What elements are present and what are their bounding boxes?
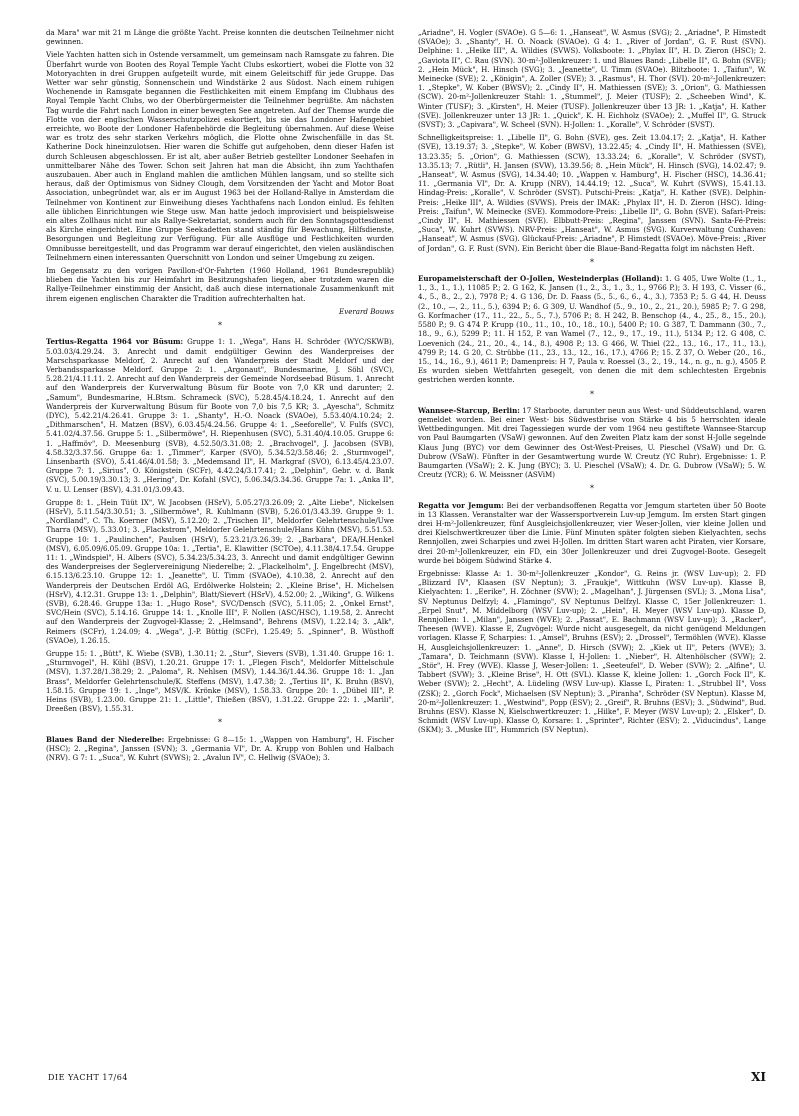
jemgum-regatta-body: Bei der verbandsoffenen Regatta vor Jemgum starteten über 50 Boote in 13 Klassen. Veranstalter war der Wassersportverein Luv-up Jemgum. Im ersten Start gingen drei H-m²-Jollenkreuzer, fünf Ausgleichsjollenkreuzer, vier Weser-Jollen, vier kleine Jollen und drei Kielschwertkreuzer über die Linie. Fünf Minuten später folgten sieben Kielyachten, sechs Rennjollen, zwei Scharpies und zwei H-Jollen. Im dritten Start waren acht Piraten, vier Korsare, drei 20-m²-Jollenkreuzer, ein FD, ein 30er Jollenkreuzer und drei Zugvogel-Boote. Gesegelt wurde bei böigem Südwind Stärke 4. [418,500,766,565]
left-column [46,28,394,1046]
magazine-page [46,28,766,1088]
magazine-issue-footer: DIE YACHT 17/64 [48,1073,128,1082]
blaues-band-heading: Blaues Band der Niederelbe: [46,734,165,744]
author-signature: Everard Bouws [339,306,394,316]
tertius-regatta-body: Gruppe 1: 1. „Wega", Hans H. Schröder (WYC/SKWB), 5.03.03/4.29.24. 3. Anrecht und damit endgültiger Gewinn des Wanderpreises der Marschsparkasse Meldorf, 2. Anrecht auf den Wanderpreis der Stadt Meldorf und der Verbandssparkasse Meldorf. Gruppe 2: 1. „Argonaut", Bundesmarine, J. Söhl (SVC), 5.28.21/4.11.11. 2. Anrecht auf den Wanderpreis der Gemeinde Nordseebad Büsum. 1. Anrecht auf den Wanderpreis der Kurverwaltung Büsum für Boote von 7,0 KR und darunter; 2. „Samum", Bundesmarine, H.Btsm. Schrameck (SVC), 5.28.45/4.18.24, 1. Anrecht auf den Wanderpreis der Kurverwaltung Büsum für Boote von 7,0 bis 7,5 KR; 3. „Ayescha", Schmitz (DYC), 5.42.21/4.26.41. Gruppe 3: 1. „Shanty", H.-O. Noack (SVAOe), 5.53.40/4.10.24; 2. „Dithmarschen", H. Matzen (BSV), 6.03.45/4.24.56. Gruppe 4: 1. „Seeforelle", V. Fulfs (SVC), 5.41.02/4.37.56. Gruppe 5: 1. „Silbermöwe", H. Riepenhusen (SVC), 5.31.40/4.10.05. Gruppe 6: 1. „Haffmöv", D. Meesenburg (SVB), 4.52.50/3.31.08; 2. „Brachvogel", J. Jacobsen (SVB), 4.58.32/3.37.56. Gruppe 6a: 1. „Timmer", Karper (SVO), 5.34.52/3.58.46; 2. „Sturmvogel", Linsenbarth (SVO), 5.41.46/4.01.58; 3. „Medemsand II", H. Markgraf (SVO), 6.13.45/4.23.07. Gruppe 7: 1. „Sirius", O. Königstein (SCFr), 4.42.24/3.17.41; 2. „Delphin", Gebr. v. d. Bank (SVC), 5.00.19/3.30.13; 3. „Hering", Dr. Kofahl (SVC), 5.06.34/3.34.36. Gruppe 7a: 1. „Anka II", V. u. U. Lenser (BSV), 4.31.01/3.09.43. [46,337,394,494]
european-championship-body: 1. G 405, Uwe Wolte (1., 1., 1., 3., 1., 1.), 11085 P.; 2. G 162, K. Jansen (1., 2., 3., 1., 3., 1., 9766 P.); 3. H 193, C. Visser (6., 4., 5., 8., 2., 2.), 7978 P.; 4. G 136, Dr. D. Faass (5., 5., 6., 6., 4., 3.), 7353 P.; 5. G 44, H. Deuss (2., 10., —, 2., 11., 5.), 6394 P.; 6. G 309, U. Wandhof (5., 9., 10., 2., 21., 20.), 5985 P.; 7. G 298, G. Korfmacher (17., 11., 22., 5., 5., 7.), 5706 P.; 8. H 242, B. Benschop (4., 4., 25., 8., 15., 20.), 5580 P.; 9. G 474 P. Krupp (10., 11., 10., 10., 18., 10.), 5400 P.; 10. G 387, T. Dammann (30., 7., 18., 9., 6.), 5299 P.; 11. H 152, P. van Wamel (7., 12., 9., 17., 19., 11.), 5134 P.; 12. G 408, C. Loevenich (24., 21., 20., 4., 14., 8.), 4908 P.; 13. G 466, W. Thiel (22., 13., 16., 17., 11., 13.), 4799 P.; 14. G 20, C. Strübbe (11., 23., 13., 12., 16., 17.), 4766 P.; 15. Z 37, O. Weber (20., 16., 15., 14., 16., 9.), 4611 P.; Damenpreis: H 7, Paula v. Roessel (3., 2., 19., 14., n. g., n. g.), 4505 P. Es wurden sieben Wettfahrten gesegelt, von denen die mit dem schlechtesten Ergebnis gestrichen werden konnte. [418,274,766,385]
speed-prizes: Schnelligkeitspreise: 1. „Libelle II", G. Bohn (SVE), ges. Zeit 13.04.17; 2. „Katja", H. Kather (SVE), 13.19.37; 3. „Stepke", W. Kober (BWSV), 13.22.45; 4. „Cindy II", H. Mathiessen (SVE), 13.23.35; 5. „Orion", G. Mathiessen (SCW), 13.33.24; 6. „Koralle", V. Schröder (SVST), 13.35.13; 7. „Rütli", H. Jansen (SVW), 13.39.56; 8. „Hein Mück", H. Hinsch (SVG), 14.02.47; 9. „Hanseat", W. Asmus (SVG), 14.34.40; 10. „Wappen v. Hamburg", H. Fischer (HSC), 14.36.41; 11. „Germania VI", Dr. A. Krupp (NRV), 14.44.19; 12. „Suca", W. Kuhrt (SVWS), 15.41.13. Hindag-Preis: „Koralle", V. Schröder (SVST). Putschi-Preis: „Katja", H. Kather (SVE). Delphin-Preis: „Heike III", A. Wildies (SVWS). Preis der IMAK: „Phylax II", H. D. Zieron (HSC). Iding-Preis: „Taifun", W. Meinecke (SVE). Kommodore-Preis: „Libelle II", G. Bohn (SVE). Safari-Preis: „Cindy II", H. Mathiessen (SVE). Elbbutt-Preis: „Regina", Janssen (SVN). Santa-Fé-Preis: „Suca", W. Kuhrt (SVWS). NRV-Preis: „Hanseat", W. Asmus (SVG). Kurverwaltung Cuxhaven: „Hanseat", W. Asmus (SVG). Glückauf-Preis: „Ariadne", P. Himstedt (SVAOe). Möve-Preis: „River of Jordan", G. F. Rust (SVN). Ein Bericht über die Blaue-Band-Regatta folgt im nächsten Heft. [418,133,766,253]
blaues-band-continuation: „Ariadne", H. Vogler (SVAOe). G 5—6: 1. „Hanseat", W. Asmus (SVG); 2. „Ariadne", P. Himstedt (SVAOe); 3. „Shanty", H. O. Noack (SVAOe). G 4: 1. „River of Jordan", G. F. Rust (SVN). Delphine: 1. „Heike III", A. Wildies (SVWS). Volksboote: 1. „Phylax II", H. D. Zieron (HSC); 2. „Gaviota II", C. Rau (SVN). 30-m²-Jollenkreuzer: 1. und Blaues Band: „Libelle II", G. Bohn (SVE); 2. „Hein Mück", H. Hinsch (SVG); 3. „Jeanette", U. Timm (SVAOe). Blitzboote: 1. „Taifun", W. Meinecke (SVE); 2. „Königin", A. Zoller (SVE); 3. „Rasmus", H. Thor (SVI). 20-m²-Jollenkreuzer: 1. „Stepke", W. Kober (BWSV); 2. „Cindy II", H. Mathiessen (SVE); 3. „Orion", G. Mathiessen (SCW). 20-m²-Jollenkreuzer Stahl: 1. „Stummel", J. Meier (TUSF); 2. „Scheeben Wind", K. Winter (TUSF); 3. „Kirsten", H. Meier (TUSF). Jollenkreuzer über 13 JR: 1. „Katja", H. Kather (SVE). Jollenkreuzer unter 13 JR: 1. „Quick", K. H. Eichholz (SVAOe); 2. „Muffel II", G. Struck (SVST); 3. „Capivara", W. Scheel (SVN). H-Jollen: 1. „Koralle", V. Schröder (SVST). [418,28,766,130]
section-divider: * [590,484,594,494]
section-divider: * [590,389,594,399]
section-divider: * [590,257,594,267]
article-continuation: da Mara" war mit 21 m Länge die größte Yacht. Preise konnten die deutschen Teilnehmer nicht gewinnen. [46,28,394,47]
rallye-report-closing: Im Gegensatz zu den vorigen Pavillon-d'Or-Fahrten (1960 Holland, 1961 Bundesrepublik) blieben die Yachten bis zur Heimfahrt im Besitzungshafen liegen, aber trotzdem waren die Rallye-Teilnehmer einstimmig der Ansicht, daß auch diese internationale Zusammenkunft mit ihrem eigenen englischen Charakter die Tradition aufrechterhalten hat. [46,266,394,303]
jemgum-regatta-results: Ergebnisse: Klasse A: 1. 30-m²-Jollenkreuzer „Kondor", G. Reins jr. (WSV Luv-up); 2. FD „Blizzard IV", Klaasen (SV Neptun); 3. „Fraukje", Wittkuhn (WSV Luv-up). Klasse B, Kielyachten: 1. „Eerike", H. Zöchner (SVW); 2. „Magelhan", J. Jürgensen (SVL); 3. „Mona Lisa", SV Neptunus Delfzyl; 4. „Flamingo", SV Neptunus Delfzyl. Klasse C, 15er Jollenkreuzer: 1. „Erpel Snut", M. Middelborg (WSV Luv-up); 2. „Hein", H. Meyer (WSV Luv-up). Klasse D, Rennjollen: 1. „Milan", Janssen (WVE); 2. „Passat", E. Bachmann (WSV Luv-up); 3. „Racker", Theesen (WVE). Klasse E, Zugvögel: Wurde nicht ausgesegelt, da nicht genügend Meldungen vorlagen. Klasse F, Scharpies: 1. „Amsel", Bruhns (ESV); 2. „Drossel", Termöhlen (WVE). Klasse H, Ausgleichsjollenkreuzer: 1. „Anne", D. Hirsch (SVW); 2. „Kiek ut II", Peters (WVE); 3. „Tamara", D. Teichmann (SVW). Klasse I, H-Jollen: 1. „Nieber", H. Altenhölscher (SVW); 2. „Stör", H. Frey (WVE). Klasse J, Weser-Jollen: 1. „Seeteufel", D. Weber (SVW); 2. „Alfine", U. Tabbert (SVW); 3. „Kleine Brise", H. Ott (SVL). Klasse K, kleine Jollen: 1. „Gorch Fock II", K. Weber (SVW); 2. „Hecht", A. Lüdeling (WSV Luv-up). Klasse L, Piraten: 1. „Strubbel II", Voss (ZSK); 2. „Gorch Fock", Michaelsen (SV Neptun); 3. „Piranha", Schröder (SV Neptun). Klasse M, 20-m²-Jollenkreuzer: 1. „Westwind", Popp (ESV); 2. „Greif", R. Bruhns (ESV); 3. „Südwind", Bud. Bruhns (ESV). Klasse N, Kielschwertkreuzer: 1. „Hilke", F. Meyer (WSV Luv-up); 2. „Elsker", D. Schmidt (WSV Luv-up). Klasse O, Korsare: 1. „Sprinter", Richter (ESV); 2. „Viducindus", Lange (SKM); 3. „Muske III", Hummrich (SV Neptun). [418,568,766,735]
tertius-gruppe-15-results: Gruppe 15: 1. „Bütt", K. Wiebe (SVB), 1.30.11; 2. „Stur", Sievers (SVB), 1.31.40. Gruppe 16: 1. „Sturmvogel", H. Kühl (BSV), 1.20.21. Gruppe 17: 1. „Flegen Fisch", Meldorfer Mittelschule (MSV), 1.37.28/1.38.29; 2. „Paloma", R. Nehlsen (MSV), 1.44.36/1.44.36. Gruppe 18: 1. „Jan Brass", Meldorfer Gelehrtenschule/K. Steffens (MSV), 1.47.38; 2. „Tertius II", K. Bruhn (BSV), 1.58.15. Gruppe 19: 1. „Inge", MSV/K. Krönke (MSV), 1.58.33. Gruppe 20: 1. „Dübel III", P. Heins (SVB), 1.23.00. Gruppe 21: 1. „Little", Thießen (BSV), 1.31.22. Gruppe 22: 1. „Marili", Dreeßen (BSV), 1.55.31. [46,649,394,714]
wannsee-starcup-body: 17 Starboote, darunter neun aus West- und Süddeutschland, waren gemeldet worden. Bei einer West- bis Südwestbrise von Stärke 4 bis 5 herrschten ideale Wettbedingungen. Mit drei Tagessiegen wurde der vom 1964 neu gestiftete Wannsee-Starcup von Paul Baumgarten (VSaW) gewonnen. Auf den Zweiten Platz kam der sonst H-Jolle segelnde Klaus Jung (BYC) vor dem Gewinner des Ost-West-Preises, U. Pieschel (VSaW) und Dr. G. Dubrow (VSaW). Fünfter in der Gesamtwertung wurde W. Creutz (YC Ruhr). Ergebnisse: 1. P. Baumgarten (VSaW); 2. K. Jung (BYC); 3. U. Pieschel (VSaW); 4. Dr. G. Dubrow (VSaW); 5. W. Creutz (YCR); 6. W. Meissner (ASViM) [418,405,766,480]
european-championship-results [418,274,766,384]
european-championship-heading: Europameisterschaft der O-Jollen, Westeinderplas (Holland): [418,274,663,284]
blaues-band-body: Ergebnisse: G 8—15: 1. „Wappen von Hamburg", H. Fischer (HSC); 2. „Regina", Janssen (SVN); 3. „Germania VI", Dr. A. Krupp von Bohlen und Halbach (NRV). G 7: 1. „Suca", W. Kuhrt (SVWS); 2. „Avalun IV", C. Hellwig (SVAOe); 3. [46,734,394,763]
wannsee-starcup-report [418,406,766,480]
tertius-regatta-heading: Tertius-Regatta 1964 vor Büsum: [46,337,184,347]
rallye-report-paragraph: Viele Yachten hatten sich in Ostende versammelt, um gemeinsam nach Ramsgate zu fahren. Die Überfahrt wurde von Booten des Royal Temple Yacht Clubs eskortiert, wobei die Flotte von 32 Motoryachten in drei Gruppen aufgeteilt wurde, mit einem Geleitschiff für jede Gruppe. Das Wetter war sehr günstig, Sonnenschein und Windstärke 2 aus Südost. Nach einem ruhigen Wochenende in Ramsgate begannen die Festlichkeiten mit einem Empfang im Clubhaus des Royal Temple Yacht Clubs, wo der Oberbürgermeister die Teilnehmer begrüßte. Am nächsten Tag wurde die Fahrt nach London in einer bewegten See angetreten. Auf der Themse wurde die Flotte von der englischen Wasserschutzpolizei eskortiert, bis sie das Londoner Hafengebiet erreichte, wo Boote der Londoner Hafenbehörde die Begleitung übernahmen. Auf diese Weise war es trotz des sehr starken Verkehrs möglich, die Flotte ohne Zwischenfälle in das St. Katherine Dock hineinzulotsen. Hier waren die Schiffe gut aufgehoben, denn dieser Hafen ist durch Schleusen abgeschlossen. Er ist alt, aber außer Betrieb gestellter Londoner Seehafen in unmittelbarer Nähe des Tower. Schon seit Jahren hat man die Absicht, ihn zum Yachthafen auszubauen. Aber auch in England mahlen die amtlichen Mühlen langsam, und so stellte sich heraus, daß der Optimismus von Sidney Clough, dem Vorsitzenden der Yacht and Motor Boat Association, unbegründet war, als er im August 1963 bei der Holland-Rallye in Amsterdam die Teilnehmer von Kontinent zur Einweihung dieses Yachthafens nach London einlud. Es fehlten alle üblichen Einrichtungen wie Stege usw. Man hatte jedoch improvisiert und beispielsweise ein altes Zollhaus nicht nur als Rallye-Sekretariat, sondern auch für den Sonntagsgottesdienst als Kirche eingerichtet. Eine Gruppe Seekadetten stand ständig für Bewachung, Hilfsdienste, Besorgungen und Begleitung zur Verfügung. Für alle Ausflüge und Festlichkeiten wurden Omnibusse bereitgestellt, und das Programm war derauf eingerichtet, den vielen ausländischen Teilnehmern einen interessanten Querschnitt von London und seiner Umgebung zu zeigen. [46,50,394,262]
section-divider: * [218,718,222,728]
tertius-regatta-results [46,337,394,493]
jemgum-regatta-heading: Regatta vor Jemgum: [418,500,504,510]
wannsee-starcup-heading: Wannsee-Starcup, Berlin: [418,405,520,415]
blaues-band-results [46,735,394,763]
jemgum-regatta-report [418,501,766,565]
right-column [418,28,766,1046]
tertius-gruppe-8-results: Gruppe 8: 1. „Hein Tüüt IX", W. Jacobsen (HSrV), 5.05.27/3.26.09; 2. „Alte Liebe", Nickelsen (HSrV), 5.11.54/3.30.51; 3. „Silbermöwe", R. Kuhlmann (SVB), 5.26.01/3.43.39. Gruppe 9: 1. „Nordland", C. Th. Koerner (MSV), 5.12.20; 2. „Trischen II", Meldorfer Gelehrtenschule/Uwe Tharra (MSV), 5.33.01; 3. „Flackstrom", Meldorfer Gelehrtenschule/Hans Kühn (MSV), 5.51.53. Gruppe 10: 1. „Paulinchen", Paulsen (HSrV), 5.23.21/3.26.39; 2. „Barbara", DEA/H.Henkel (MSV), 6.05.09/6.05.09. Gruppe 10a: 1. „Tertia", E. Klawitter (SCTOe), 4.11.38/4.17.54. Gruppe 11: 1. „Windspiel", H. Albers (SVC), 5.34.23/5.34.23, 3. Anrecht und damit endgültiger Gewinn des Wanderpreises der Seglervereinigung Niederelbe; 2. „Flackelholm", J. Engelbrecht (MSV), 6.15.13/6.23.10. Gruppe 12: 1. „Jeanette", U. Timm (SVAOe), 4.10.38, 2. Anrecht auf den Wanderpreis der Deutschen Erdöl AG, Erdölwerke Holstein; 2. „Kleine Brise", H. Michelsen (HSrV), 4.12.31. Gruppe 13: 1. „Delphin", Blatt/Sievert (HSrV), 4.52.00; 2. „Wiking", G. Wilkens (SVB), 6.28.46. Gruppe 13a: 1. „Hugo Rose", SVC/Densch (SVC), 5.11.05; 2. „Onkel Ernst", SVC/Hein (SVC), 5.14.16. Gruppe 14: 1. „Knolle III", F. Nollen (ASC/HSC), 1.19.58, 2. Anrecht auf den Wanderpreis der Zugvogel-Klasse; 2. „Helmsand", Behrens (MSV), 1.22.14; 3. „Alk", Reimers (SCFr), 1.24.09; 4. „Wega", J.-P. Büttig (SCFr), 1.25.49; 5. „Spinner", B. Wüsthoff (SVAOe), 1.26.15. [46,497,394,645]
section-divider: * [218,321,222,331]
page-number: XI [751,1070,766,1084]
